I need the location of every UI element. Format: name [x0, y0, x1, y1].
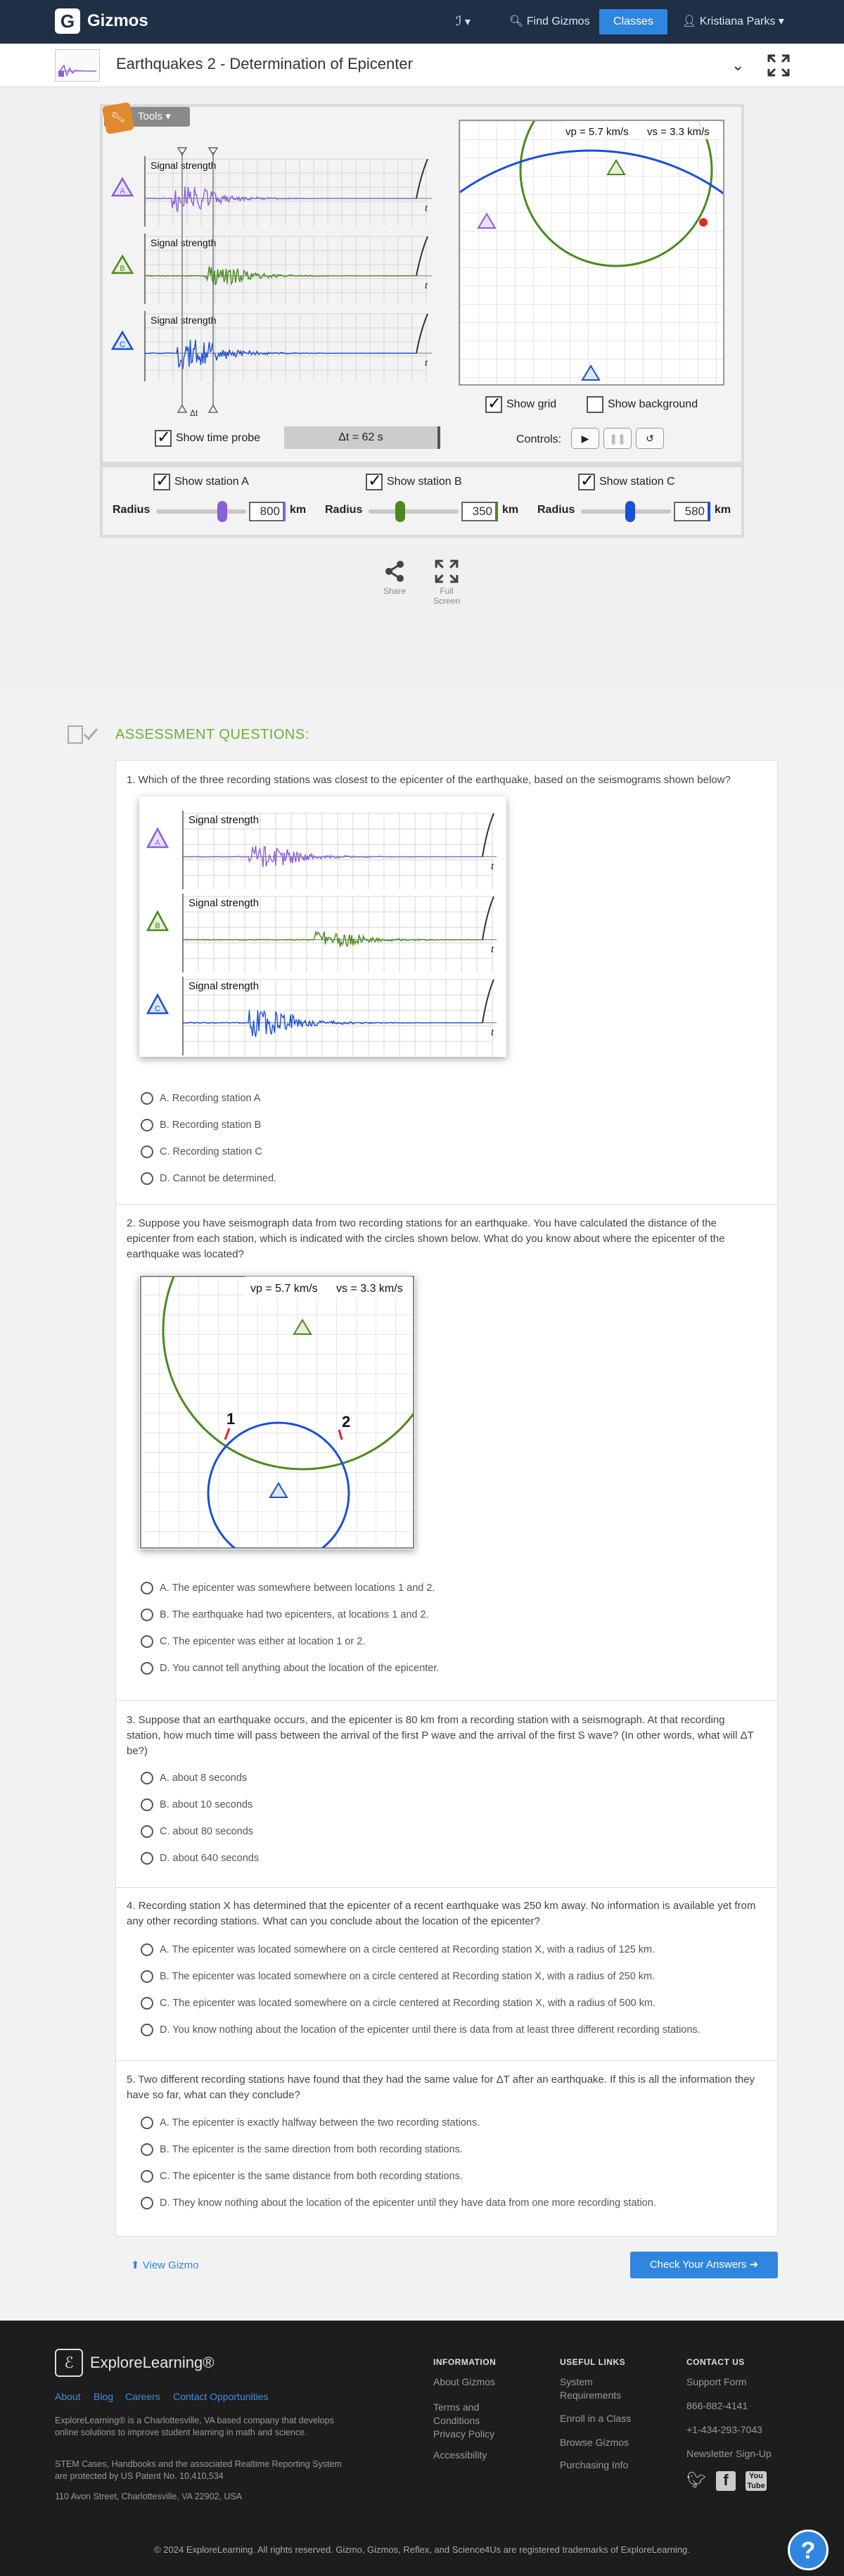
social-links	[686, 2471, 767, 2491]
q1-seismogram-c	[183, 977, 498, 1057]
q2-vp-label: vp = 5.7 km/s	[250, 1283, 318, 1295]
slider-handle[interactable]	[395, 501, 405, 522]
radio-icon[interactable]	[141, 2024, 153, 2036]
radio-icon[interactable]	[141, 1146, 153, 1158]
question-4-option[interactable]	[141, 1997, 656, 2010]
radius-unit: km	[290, 504, 307, 516]
time-axis-label: t	[425, 203, 428, 214]
expand-icon	[434, 559, 459, 584]
useful-link[interactable]: Browse Gizmos	[560, 2437, 629, 2448]
delta-t-readout: Δt = 62 s	[284, 426, 440, 449]
radio-icon[interactable]	[141, 1172, 153, 1185]
q1-seismogram-a	[183, 811, 498, 894]
contact-heading: CONTACT US	[686, 2357, 745, 2367]
option-label: A. The epicenter was located somewhere on a circle centered at Recording station X, with a radius of 125 km.	[160, 1944, 656, 1955]
footer-link[interactable]: Blog	[94, 2391, 114, 2402]
question-3-text: 3. Suppose that an earthquake occurs, and the epicenter is 80 km from a recording station with a seismograph. At that recording station, how much time will pass between the arrival of the first P wave and the arrival of the first S wave? (In other words, what will ΔT be?)	[127, 1714, 754, 1757]
radius-unit: km	[502, 504, 519, 516]
question-5-text: 5. Two different recording stations have found that they had the same value for ΔT after an earthquake. If this is all the information they have so far, what can they conclude?	[127, 2074, 755, 2101]
radio-icon[interactable]	[141, 2143, 153, 2156]
information-link[interactable]: Terms and Conditions	[433, 2401, 480, 2426]
copyright: © 2024 ExploreLearning. All rights reserved. Gizmo, Gizmos, Reflex, and Science4Us are registered trademarks of ExploreLearning.	[154, 2544, 690, 2555]
radio-icon[interactable]	[141, 1943, 153, 1956]
option-label: C. The epicenter is the same distance from both recording stations.	[160, 2171, 463, 2182]
question-5-option[interactable]	[141, 2170, 463, 2183]
radius-label: Radius	[537, 504, 575, 516]
time-axis-label: t	[491, 1027, 494, 1039]
option-label: D. They know nothing about the location of the epicenter until they have data from one more recording station.	[160, 2197, 656, 2209]
radius-input[interactable]: 580	[674, 502, 710, 521]
radio-icon[interactable]	[141, 1582, 153, 1594]
youtube-icon[interactable]: You Tube	[746, 2471, 767, 2491]
signal-strength-label: Signal strength	[188, 897, 260, 909]
epicenter-point	[699, 218, 708, 227]
question-2-option[interactable]	[141, 1582, 435, 1594]
option-label: B. Recording station B	[160, 1119, 262, 1131]
language-menu[interactable]: ℐ ▾	[456, 14, 471, 28]
radius-input[interactable]: 800	[249, 502, 286, 521]
option-label: B. The epicenter is the same direction from both recording stations.	[160, 2144, 463, 2155]
user-icon: 👤︎	[682, 15, 697, 27]
option-label: A. about 8 seconds	[160, 1772, 248, 1784]
question-2-text: 2. Suppose you have seismograph data from two recording stations for an earthquake. You have calculated the distance of the epicenter from each station, which is indicated with the circles shown below. What do you know about where the epicenter of the earthquake was located?	[127, 1217, 725, 1260]
radio-icon[interactable]	[141, 1609, 153, 1621]
useful-link[interactable]: System Requirements	[560, 2376, 622, 2401]
footer-link[interactable]: Contact Opportunities	[173, 2391, 269, 2402]
useful-link[interactable]: Purchasing Info	[560, 2459, 629, 2470]
information-heading: INFORMATION	[433, 2357, 497, 2367]
option-label: A. Recording station A	[160, 1093, 261, 1104]
q2-vs-label: vs = 3.3 km/s	[336, 1283, 403, 1295]
option-label: D. You cannot tell anything about the location of the epicenter.	[160, 1663, 440, 1674]
assessment-title: ASSESSMENT QUESTIONS:	[115, 727, 309, 742]
station-markers	[110, 176, 135, 359]
signal-strength-label: Signal strength	[188, 980, 260, 992]
tools-menu[interactable]: Tools ▾	[104, 107, 190, 127]
question-4-option[interactable]	[141, 2024, 701, 2036]
question-4-text: 4. Recording station X has determined that the epicenter of a recent earthquake was 250 km away. No information is available yet from any other recording stations. What can you conclude about the location of the epicenter?	[127, 1900, 756, 1927]
signal-strength-label: Signal strength	[151, 160, 217, 171]
svg-text:C: C	[155, 1005, 160, 1013]
play-button[interactable]: ▶	[571, 428, 599, 449]
option-label: B. The epicenter was located somewhere on a circle centered at Recording station X, with a radius of 250 km.	[160, 1971, 656, 1982]
share-icon	[382, 559, 407, 584]
user-menu[interactable]: 👤︎ Kristiana Parks ▾	[682, 15, 784, 27]
radius-label: Radius	[325, 504, 363, 516]
gizmos-logo-icon: G	[55, 8, 80, 34]
radio-icon[interactable]	[141, 1970, 153, 1983]
fullscreen-icon[interactable]	[767, 53, 791, 81]
seismogram-trace	[183, 1010, 482, 1037]
arrow-up-icon: ⬆	[131, 2259, 140, 2271]
translate-icon: ℐ	[456, 14, 462, 28]
checkbox-icon[interactable]	[485, 396, 502, 413]
time-probe[interactable]	[169, 146, 225, 421]
page-title: Earthquakes 2 - Determination of Epicenter	[116, 55, 413, 72]
gizmos-logo[interactable]	[55, 8, 148, 34]
time-axis-label: t	[425, 358, 428, 369]
option-label: B. The earthquake had two epicenters, at locations 1 and 2.	[160, 1609, 429, 1620]
station-a-icon	[113, 179, 132, 196]
svg-text:B: B	[155, 922, 160, 930]
checkbox-icon[interactable]	[155, 430, 172, 447]
radio-icon[interactable]	[141, 1119, 153, 1131]
question-1-option[interactable]	[141, 1146, 262, 1158]
signal-strength-label: Signal strength	[151, 237, 217, 248]
option-label: C. Recording station C	[160, 1146, 262, 1157]
radius-slider[interactable]	[156, 509, 246, 514]
classes-button[interactable]: Classes	[599, 9, 667, 34]
option-label: D. about 640 seconds	[160, 1853, 260, 1864]
footer-patent: STEM Cases, Handbooks and the associated Realtime Reporting System are protected by US Patent No. 10,410,534	[55, 2459, 342, 2481]
seismogram-trace	[183, 932, 482, 947]
radius-unit: km	[715, 504, 731, 516]
radius-slider[interactable]	[581, 509, 671, 514]
top-navbar	[0, 0, 844, 44]
option-label: D. You know nothing about the location of the epicenter until there is data from at least three different recording stations.	[160, 2024, 701, 2036]
twitter-icon[interactable]: 🐦︎	[686, 2471, 706, 2489]
signal-strength-label: Signal strength	[188, 814, 260, 826]
question-4-option[interactable]	[141, 1943, 655, 1956]
option-label: D. Cannot be determined.	[160, 1173, 277, 1184]
share-button[interactable]: Share	[377, 559, 412, 596]
radius-label: Radius	[113, 504, 151, 516]
time-axis-label: t	[425, 281, 428, 291]
radio-icon[interactable]	[141, 1092, 153, 1105]
radio-icon[interactable]	[141, 1772, 153, 1784]
question-1-option[interactable]	[141, 1119, 261, 1131]
help-button[interactable]: ?	[788, 2530, 829, 2570]
radio-icon[interactable]	[141, 1825, 153, 1838]
time-axis-label: t	[491, 944, 494, 956]
slider-handle[interactable]	[217, 501, 227, 522]
checkbox-icon[interactable]	[587, 396, 603, 413]
chevron-down-icon[interactable]: ⌄	[731, 56, 745, 74]
checkbox-icon[interactable]	[153, 474, 170, 490]
information-link[interactable]: Accessibility	[433, 2449, 487, 2461]
svg-text:A: A	[155, 839, 160, 847]
footer-link[interactable]: About	[55, 2391, 81, 2402]
question-1-option[interactable]	[141, 1172, 276, 1185]
show-background-checkbox[interactable]: Show background	[587, 396, 698, 413]
question-3-option[interactable]	[141, 1772, 247, 1784]
vs-label: vs = 3.3 km/s	[647, 126, 710, 138]
explorelearning-icon: ℰ	[55, 2349, 83, 2377]
station-b-icon	[113, 256, 132, 273]
seismogram-trace	[183, 846, 482, 867]
radio-icon[interactable]	[141, 2197, 153, 2209]
option-label: A. The epicenter was somewhere between locations 1 and 2.	[160, 1582, 435, 1594]
signal-strength-label: Signal strength	[151, 315, 217, 326]
show-station-b-checkbox[interactable]: ✓ Show station B	[366, 474, 462, 490]
useful-link[interactable]: Enroll in a Class	[560, 2413, 632, 2424]
delta-t-label: Δt	[190, 408, 198, 418]
option-label: C. The epicenter was located somewhere on a circle centered at Recording station X, with a radius of 500 km.	[160, 1998, 656, 2009]
show-time-probe-checkbox[interactable]: ✓ Show time probe	[155, 430, 260, 447]
question-3-option[interactable]	[141, 1798, 252, 1811]
fullscreen-button[interactable]: Full Screen	[429, 559, 464, 606]
facebook-icon[interactable]: f	[716, 2471, 736, 2491]
option-label: A. The epicenter is exactly halfway between the two recording stations.	[160, 2117, 480, 2128]
radio-icon[interactable]	[141, 1997, 153, 2010]
question-2-option[interactable]	[141, 1635, 365, 1648]
slider-handle[interactable]	[625, 501, 635, 522]
footer-description: ExploreLearning® is a Charlottesville, VA based company that develops online solutions to improve student learning in math and science.	[55, 2416, 334, 2437]
footer-address: 110 Avon Street, Charlottesville, VA 22902, USA	[55, 2492, 243, 2501]
radius-slider[interactable]	[369, 509, 459, 514]
question-5-option[interactable]	[141, 2143, 463, 2156]
option-label: C. The epicenter was either at location 1 or 2.	[160, 1636, 366, 1647]
show-grid-checkbox[interactable]: ✓ Show grid	[485, 396, 556, 413]
question-1-figure	[139, 797, 506, 1057]
location-2-label: 2	[342, 1413, 351, 1430]
question-3-option[interactable]	[141, 1852, 259, 1865]
option-label: B. about 10 seconds	[160, 1799, 253, 1810]
question-5-option[interactable]	[141, 2197, 656, 2209]
question-1-option[interactable]	[141, 1092, 260, 1105]
useful-links-heading: USEFUL LINKS	[560, 2357, 626, 2367]
show-station-c-checkbox[interactable]: ✓ Show station C	[578, 474, 675, 490]
contact-link[interactable]: +1-434-293-7043	[686, 2424, 762, 2435]
contact-link[interactable]: Newsletter Sign-Up	[686, 2448, 772, 2459]
reset-button[interactable]: ↺	[636, 428, 664, 449]
brand-name: Gizmos	[87, 11, 148, 30]
information-link[interactable]: Privacy Policy	[433, 2428, 495, 2439]
radio-icon[interactable]	[141, 1798, 153, 1811]
gizmo-thumbnail	[55, 49, 100, 82]
option-label: C. about 80 seconds	[160, 1826, 254, 1837]
vp-label: vp = 5.7 km/s	[565, 126, 629, 138]
view-gizmo-link[interactable]: ⬆ View Gizmo	[131, 2259, 199, 2271]
contact-link[interactable]: 866-882-4141	[686, 2400, 748, 2411]
question-2-option[interactable]	[141, 1609, 429, 1621]
svg-text:A: A	[120, 187, 125, 196]
tools-icon[interactable]: 🔧︎	[102, 102, 134, 134]
radio-icon[interactable]	[141, 1662, 153, 1675]
gizmo-title-bar	[0, 44, 844, 87]
check-answers-button[interactable]: Check Your Answers ➔	[630, 2252, 778, 2278]
pause-button[interactable]: ❚❚	[603, 428, 632, 449]
radius-input[interactable]: 350	[461, 502, 498, 521]
search-icon: 🔍︎	[509, 15, 524, 27]
question-3-option[interactable]	[141, 1825, 253, 1838]
assessment-icon	[68, 725, 98, 744]
epicenter-map[interactable]	[459, 120, 724, 386]
controls-label: Controls:	[516, 433, 562, 445]
show-station-a-checkbox[interactable]: ✓ Show station A	[153, 474, 249, 490]
find-gizmos-link[interactable]: 🔍︎ Find Gizmos	[509, 15, 590, 27]
map-grid	[460, 121, 723, 384]
location-1-label: 1	[226, 1410, 236, 1428]
q1-seismogram-b	[183, 894, 498, 977]
question-5-option[interactable]	[141, 2117, 480, 2129]
checkbox-icon[interactable]	[578, 474, 595, 490]
question-2-figure	[139, 1275, 415, 1549]
explorelearning-logo[interactable]: ℰ ExploreLearning®	[55, 2349, 214, 2377]
question-4-option[interactable]	[141, 1970, 655, 1983]
information-link[interactable]: About Gizmos	[433, 2376, 495, 2387]
checkbox-icon[interactable]	[366, 474, 383, 490]
time-axis-label: t	[491, 861, 494, 873]
radio-icon[interactable]	[141, 2117, 153, 2129]
station-c-icon	[113, 332, 132, 349]
footer-link[interactable]: Careers	[125, 2391, 160, 2402]
svg-text:B: B	[120, 265, 125, 273]
question-1-text: 1. Which of the three recording stations was closest to the epicenter of the earthquake, based on the seismograms shown below?	[127, 774, 731, 786]
svg-text:C: C	[120, 341, 125, 349]
contact-link[interactable]: Support Form	[686, 2376, 747, 2387]
radio-icon[interactable]	[141, 1852, 153, 1865]
radio-icon[interactable]	[141, 1635, 153, 1648]
radio-icon[interactable]	[141, 2170, 153, 2183]
question-2-option[interactable]	[141, 1662, 439, 1675]
